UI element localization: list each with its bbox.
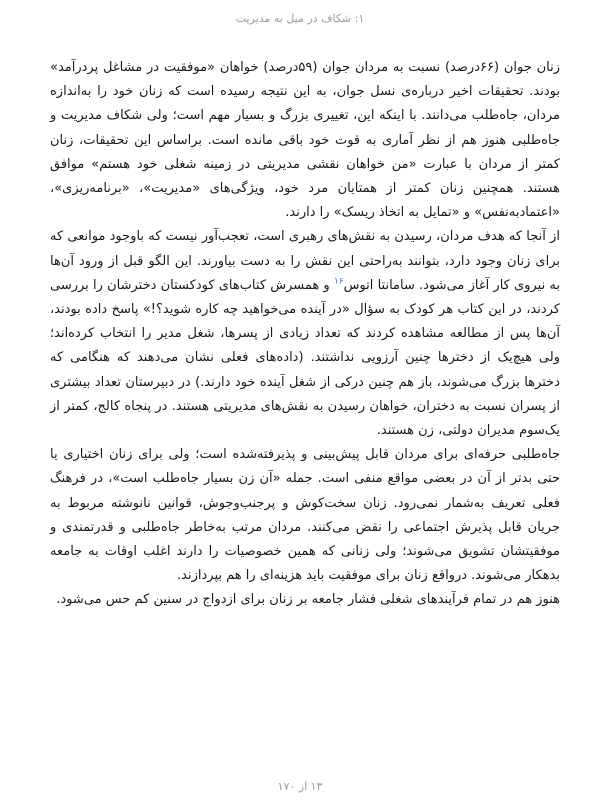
paragraph-4: هنوز هم در تمام فرآیندهای شغلی فشار جامعه بر زنان برای ازدواج در سنین کم حس می‌شود. (56, 592, 560, 608)
running-header: ۱: شکاف در میل به مدیریت (235, 12, 365, 25)
paragraph-2 (50, 225, 560, 443)
page-number: ۱۳ از ۱۷۰ (277, 780, 323, 793)
footnote-marker[interactable]: ۱۶ (333, 276, 344, 287)
paragraph-3: جاه‌طلبی حرفه‌ای برای مردان قابل پیش‌بینی و پذیرفته‌شده است؛ ولی برای زنان اختیاری یا حتی بدتر از آن در بعضی مواقع منفی است. جمله «آن زن بسیار جاه‌طلب است»، در فرهنگ فعلی تعریف به‌شمار نمی‌رود. زنان سخت‌کوش و پرجنب‌وجوش، قوانین نانوشته مربوط به جریان قابل پذیرش اجتماعی را نقض می‌کنند. مردان مرتب به‌خاطر جاه‌طلبی و قدرتمندی و موفقیتشان تشویق می‌شوند؛ ولی زنانی که همین خصوصیات را دارند اغلب اوقات به جامعه بدهکار می‌شوند. درواقع زنان برای موفقیت باید هزینه‌ای را هم بپردازند. (50, 447, 560, 584)
paragraph-1: زنان جوان (۶۶درصد) نسبت به مردان جوان (۵۹درصد) خواهان «موفقیت در مشاغل پردرآمد» بودند. تحقیقات اخیر درباره‌ی نسل جوان، به این نتیجه رسیده است که زنان خود را به‌اندازه مردان، جاه‌طلب می‌دانند. با اینکه این، تغییری بزرگ و بسیار مهم است؛ ولی شکاف مدیریت و جاه‌طلبی هنوز هم از نظر آماری به قوت خود باقی مانده است. براساس این تحقیقات، زنان کمتر از مردان با عبارت «من خواهان نقشی مدیریتی در زمینه شغلی خود هستم» موافق هستند. همچنین زنان کمتر از همتایان مرد خود، ویژگی‌های «مدیریت»، «برنامه‌ریزی»، «اعتمادبه‌نفس» و «تمایل به اتخاذ ریسک» را دارند. (50, 60, 560, 221)
paragraph-2-part-1: از آنجا که هدف مردان، رسیدن به نقش‌های رهبری است، تعجب‌آور نیست که باوجود موانعی که برای زنان وجود دارد، بتوانند به‌راحتی این نقش را به دست بیاورند. این الگو قبل از ورود آن‌ها به نیروی کار آغاز می‌شود. سامانتا اتوس (50, 229, 560, 293)
paragraph-2-part-2: و همسرش کتاب‌های کودکستان دخترشان را بررسی کردند، در این کتاب هر کودک به سؤال «در آینده می‌خواهید چه کاره شوید؟!» پاسخ داده بودند، آن‌ها پس از مطالعه مشاهده کردند که تعداد زیادی از پسرها، شغل مدیر را انتخاب کرده‌اند؛ ولی هیچ‌یک از دخترها چنین آرزویی نداشتند. (داده‌های فعلی نشان می‌دهند که هنگامی که دخترها بزرگ می‌شوند، باز هم چنین درکی از شغل آینده خود دارند.) در دبیرستان تعداد بیشتری از پسران نسبت به دختران، خواهان رسیدن به نقش‌های مدیریتی هستند. در پنجاه کالج، کمتر از یک‌سوم مدیران دولتی، زن هستند. (50, 277, 560, 439)
body-text (50, 56, 560, 613)
